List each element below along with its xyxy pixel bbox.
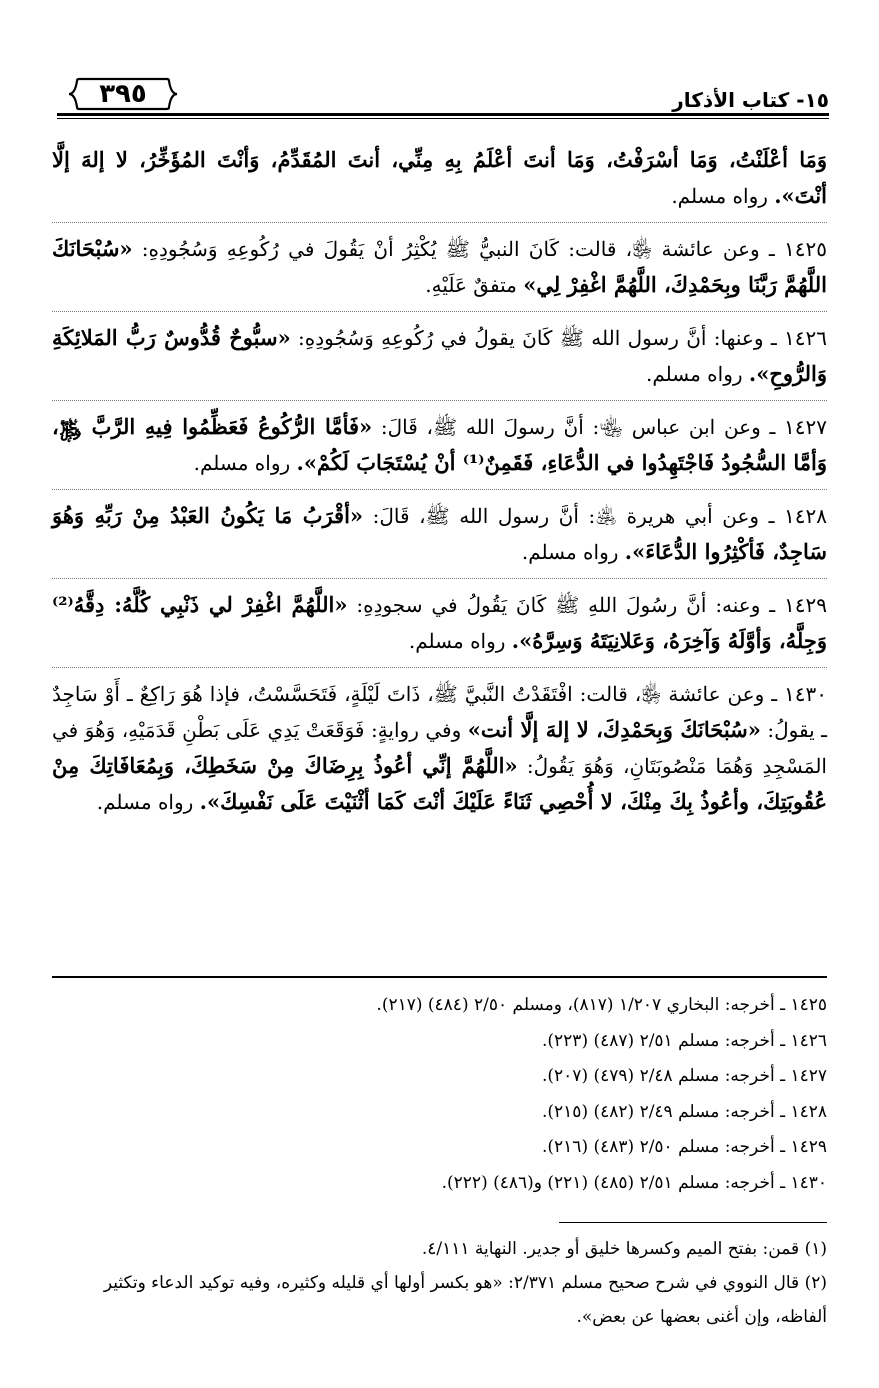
footnotes [52,1232,827,1334]
reference-line: ١٤٣٠ ـ أخرجه: مسلم ٢/٥١ (٤٨٥) (٢٢١) و(٤٨٦) (٢٢٢). [441,1172,827,1193]
header-rule [57,113,829,116]
main-text [52,142,827,836]
chapter-title: ١٥- كتاب الأذكار [672,88,829,112]
footnote-2: (٢) قال النووي في شرح صحيح مسلم ٢/٣٧١: «هو بكسر أولها أي قليله وكثيره، وفيه توكيد الدعاء وتكثير ألفاظه، وإن أغنى بعضها عن بعض». [103,1273,827,1327]
hadith-quote: «سبُّوحٌ قُدُّوسٌ رَبُّ المَلائِكَةِ وَالرُّوحِ». [52,325,827,386]
reference-line: ١٤٢٦ ـ أخرجه: مسلم ٢/٥١ (٤٨٧) (٢٢٣). [541,1030,827,1051]
hadith-1426: ١٤٢٦ ـ وعنها: أنَّ رسول الله ﷺ كَانَ يقولُ في رُكُوعِهِ وَسُجُودِهِ: «سبُّوحٌ قُدُّوسٌ رَبُّ المَلائِكَةِ وَالرُّوحِ». رواه مسلم. [52,320,827,401]
hadith-1427: ١٤٢٧ ـ وعن ابن عباس ﵄: أنَّ رسولَ الله ﷺ، قَالَ: «فَأمَّا الرُّكُوعُ فَعَظِّمُوا فِيهِ الرَّبَّ ﷿، وَأمَّا السُّجُودُ فَاجْتَهِدُوا في الدُّعَاءِ، فَقَمِنٌ⁽¹⁾ أنْ يُسْتَجَابَ لَكُمْ». رواه مسلم. [52,409,827,490]
references-divider [52,976,827,978]
page-header [57,72,829,118]
hadith-quote: وَمَا أعْلَنْتُ، وَمَا أسْرَفْتُ، وَمَا أنتَ أعْلَمُ بِهِ مِنِّي، أنتَ المُقَدِّمُ، وَأنْتَ المُؤَخِّرُ، لا إلهَ إلَّا أنْتَ». [52,147,827,208]
reference-line: ١٤٢٨ ـ أخرجه: مسلم ٢/٤٩ (٤٨٢) (٢١٥). [541,1101,827,1122]
hadith-1425: ١٤٢٥ ـ وعن عائشة ﵂، قالت: كَانَ النبيُّ ﷺ يُكْثِرُ أنْ يَقُولَ في رُكُوعِهِ وَسُجُودِهِ: «سُبْحَانَكَ اللَّهُمَّ رَبَّنَا وبِحَمْدِكَ، اللَّهُمَّ اغْفِرْ لِي» متفقٌ عَلَيْهِ. [52,231,827,312]
hadith-1429: ١٤٢٩ ـ وعنه: أنَّ رسُولَ اللهِ ﷺ كَانَ يَقُولُ في سجودِهِ: «اللَّهُمَّ اغْفِرْ لي ذَنْبِي كُلَّهُ: دِقَّهُ⁽²⁾ وَجِلَّهُ، وَأوَّلَهُ وَآخِرَهُ، وَعَلانِيَتَهُ وَسِرَّهُ». رواه مسلم. [52,587,827,668]
footnote-1: (١) قمن: بفتح الميم وكسرها خليق أو جدير. النهاية ٤/١١١. [421,1239,827,1259]
hadith-quote: «اللَّهُمَّ اغْفِرْ لي ذَنْبِي كُلَّهُ: دِقَّهُ⁽²⁾ وَجِلَّهُ، وَأوَّلَهُ وَآخِرَهُ، وَعَلانِيَتَهُ وَسِرَّهُ». [52,592,827,653]
hadith-1428: ١٤٢٨ ـ وعن أبي هريرة ﵁: أنَّ رسول الله ﷺ، قَالَ: «أقْرَبُ مَا يَكُونُ العَبْدُ مِنْ رَبِّهِ وَهُوَ سَاجِدٌ، فَأكْثِرُوا الدُّعَاءَ». رواه مسلم. [52,498,827,579]
reference-line: ١٤٢٩ ـ أخرجه: مسلم ٢/٥٠ (٤٨٣) (٢١٦). [541,1137,827,1158]
page-number: ٣٩٥ [99,79,147,109]
hadith-quote: «فَأمَّا الرُّكُوعُ فَعَظِّمُوا فِيهِ الرَّبَّ ﷿، وَأمَّا السُّجُودُ فَاجْتَهِدُوا في الدُّعَاءِ، فَقَمِنٌ⁽¹⁾ أنْ يُسْتَجَابَ لَكُمْ». [52,414,827,475]
hadith-quote: «سُبْحَانَكَ وَبِحَمْدِكَ، لا إلهَ إلَّا أنت» [467,717,761,742]
hadith-quote: «أقْرَبُ مَا يَكُونُ العَبْدُ مِنْ رَبِّهِ وَهُوَ سَاجِدٌ، فَأكْثِرُوا الدُّعَاءَ». [52,503,827,564]
hadith-1430: ١٤٣٠ ـ وعن عائشة ﵂، قالت: افْتَقَدْتُ النَّبيَّ ﷺ، ذَاتَ لَيْلَةٍ، فَتَحَسَّسْتُ، فإذا هُوَ رَاكِعٌ ـ أَوْ سَاجِدٌ ـ يقولُ: «سُبْحَانَكَ وَبِحَمْدِكَ، لا إلهَ إلَّا أنت» وفي روايةٍ: فَوَقَعَتْ يَدِي عَلَى بَطْنِ قَدَمَيْهِ، وَهُوَ في المَسْجِدِ وَهُمَا مَنْصُوبَتَانِ، وَهُوَ يَقُولُ: «اللَّهُمَّ إنِّي أعُوذُ بِرِضَاكَ مِنْ سَخَطِكَ، وَبِمُعَافَاتِكَ مِنْ عُقُوبَتِكَ، وأعُوذُ بِكَ مِنْكَ، لا أُحْصِي ثَنَاءً عَلَيْكَ أنْتَ كَمَا أثْنَيْتَ عَلَى نَفْسِكَ». رواه مسلم. [52,682,828,814]
hadith-quote-2: «اللَّهُمَّ إنِّي أعُوذُ بِرِضَاكَ مِنْ سَخَطِكَ، وَبِمُعَافَاتِكَ مِنْ عُقُوبَتِكَ، وأعُوذُ بِكَ مِنْكَ، لا أُحْصِي ثَنَاءً عَلَيْكَ أنْتَ كَمَا أثْنَيْتَ عَلَى نَفْسِكَ». [52,753,827,814]
references-list [52,988,827,1202]
reference-line: ١٤٢٧ ـ أخرجه: مسلم ٢/٤٨ (٤٧٩) (٢٠٧). [541,1066,827,1087]
reference-line: ١٤٢٥ ـ أخرجه: البخاري ١/٢٠٧ (٨١٧)، ومسلم ٢/٥٠ (٤٨٤) (٢١٧). [376,995,827,1015]
hadith-continuation: وَمَا أعْلَنْتُ، وَمَا أسْرَفْتُ، وَمَا أنتَ أعْلَمُ بِهِ مِنِّي، أنتَ المُقَدِّمُ، وَأنْتَ المُؤَخِّرُ، لا إلهَ إلَّا أنْتَ». رواه مسلم. [52,142,827,223]
footnotes-divider [559,1222,827,1223]
page-number-frame [65,76,181,112]
header-rule-thin [57,118,829,119]
hadith-quote: «سُبْحَانَكَ اللَّهُمَّ رَبَّنَا وبِحَمْدِكَ، اللَّهُمَّ اغْفِرْ لِي» [52,236,827,297]
